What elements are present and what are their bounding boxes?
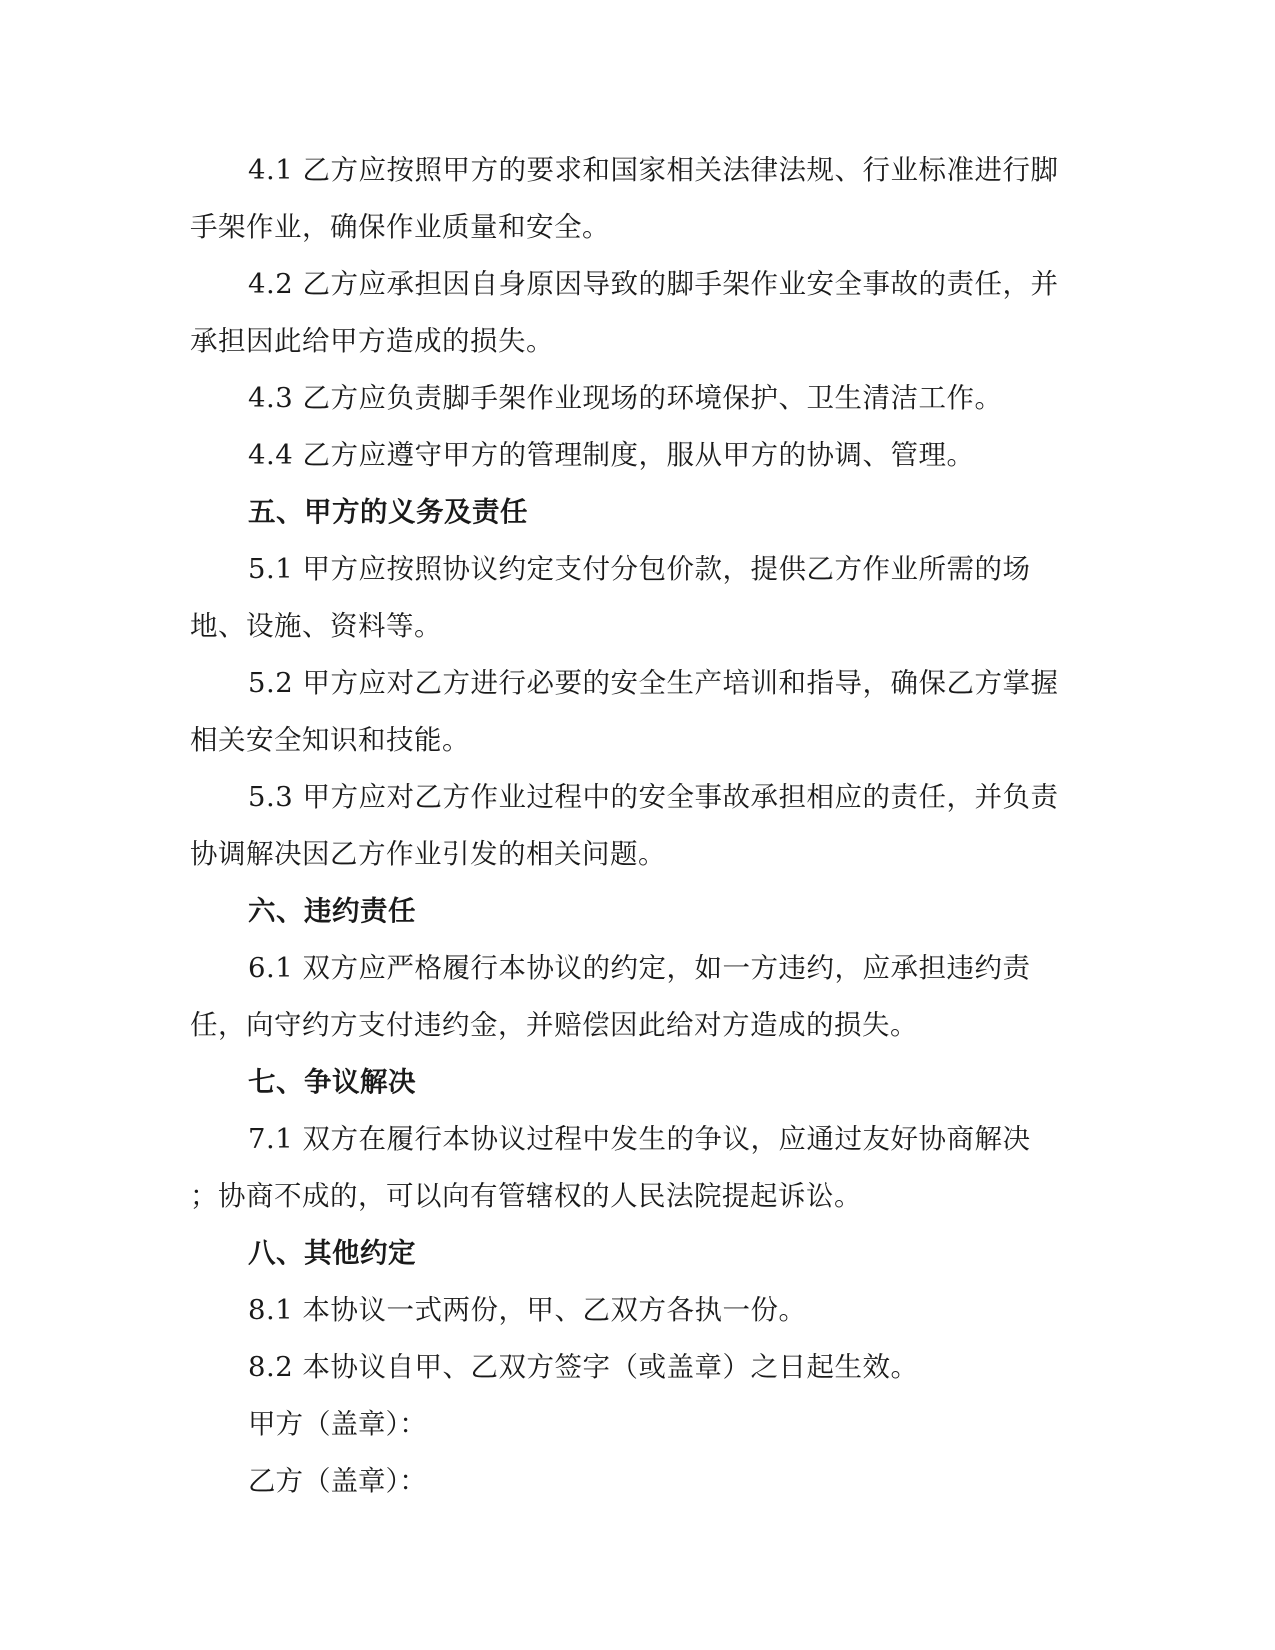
party-a-signature: 甲方（盖章）：: [248, 1408, 427, 1440]
section-8-heading: 八、其他约定: [248, 1237, 416, 1269]
clause-4-3: 4.3 乙方应负责脚手架作业现场的环境保护、卫生清洁工作。: [248, 382, 1003, 414]
clause-7-1-line2: ；协商不成的，可以向有管辖权的人民法院提起诉讼。: [190, 1180, 862, 1212]
clause-4-4: 4.4 乙方应遵守甲方的管理制度，服从甲方的协调、管理。: [248, 439, 975, 471]
clause-6-1: 6.1 双方应严格履行本协议的约定，如一方违约，应承担违约责任，向守约方支付违约金，并赔偿因此给对方造成的损失。: [190, 952, 1031, 1041]
clause-8-1: 8.1 本协议一式两份，甲、乙双方各执一份。: [248, 1294, 807, 1326]
clause-5-3: 5.3 甲方应对乙方作业过程中的安全事故承担相应的责任，并负责协调解决因乙方作业引发的相关问题。: [190, 781, 1059, 870]
clause-7-1-line1: 7.1 双方在履行本协议过程中发生的争议，应通过友好协商解决: [248, 1123, 1031, 1155]
clause-5-1: 5.1 甲方应按照协议约定支付分包价款，提供乙方作业所需的场地、设施、资料等。: [190, 553, 1031, 642]
section-6-heading: 六、违约责任: [248, 895, 416, 927]
party-b-signature: 乙方（盖章）：: [248, 1465, 427, 1497]
section-5-heading: 五、甲方的义务及责任: [248, 496, 528, 528]
section-7-heading: 七、争议解决: [248, 1066, 416, 1098]
clause-5-2: 5.2 甲方应对乙方进行必要的安全生产培训和指导，确保乙方掌握相关安全知识和技能。: [190, 667, 1059, 756]
clause-4-2: 4.2 乙方应承担因自身原因导致的脚手架作业安全事故的责任，并承担因此给甲方造成的损失。: [190, 268, 1059, 357]
document-page: [190, 142, 1070, 1510]
clause-4-1: 4.1 乙方应按照甲方的要求和国家相关法律法规、行业标准进行脚手架作业，确保作业质量和安全。: [190, 154, 1059, 243]
clause-8-2: 8.2 本协议自甲、乙双方签字（或盖章）之日起生效。: [248, 1351, 919, 1383]
